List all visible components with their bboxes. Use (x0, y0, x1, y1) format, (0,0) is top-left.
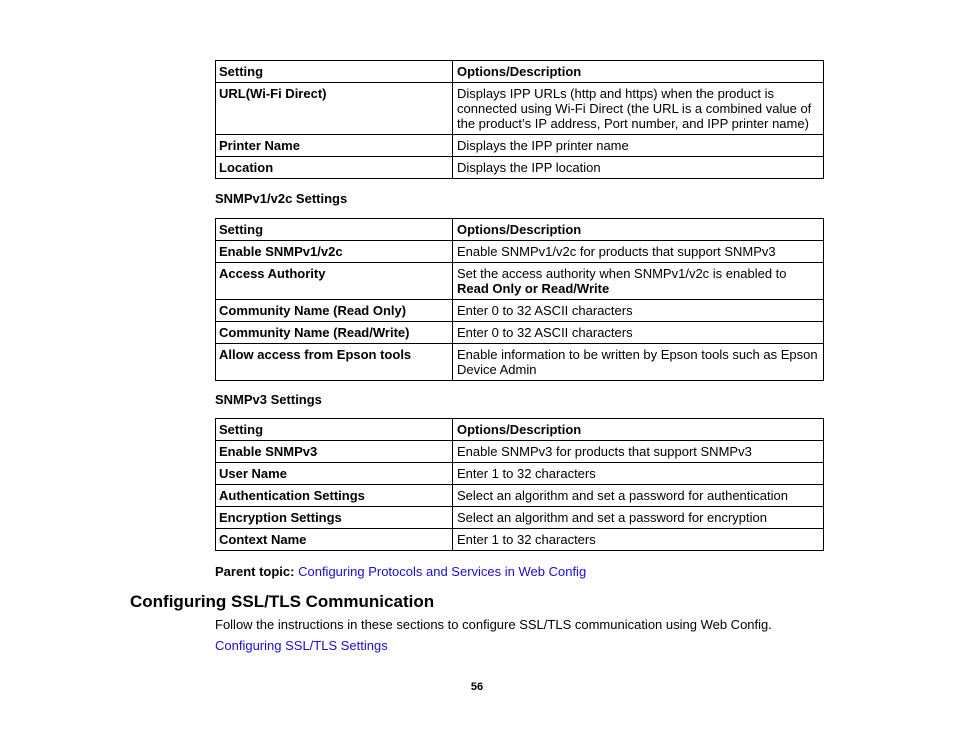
table-row (216, 83, 824, 135)
snmpv1-heading: SNMPv1/v2c Settings (215, 191, 348, 206)
table-header-row (216, 61, 824, 83)
parent-topic-label: Parent topic: (215, 564, 295, 579)
description-cell: Enter 1 to 32 characters (453, 463, 824, 485)
parent-topic-link[interactable]: Configuring Protocols and Services in Web Config (298, 564, 587, 579)
setting-cell: Enable SNMPv1/v2c (216, 241, 453, 263)
section-heading: Configuring SSL/TLS Communication (130, 592, 435, 611)
setting-cell: User Name (216, 463, 453, 485)
description-line: the product’s IP address, Port number, and IPP printer name) (457, 116, 809, 131)
header-options: Options/Description (453, 61, 824, 83)
description-cell (453, 263, 824, 300)
table-row (216, 300, 824, 322)
ipp-settings-table (215, 60, 824, 179)
table-row (216, 322, 824, 344)
section-intro: Follow the instructions in these sections to configure SSL/TLS communication using Web Config. (215, 617, 772, 632)
header-setting: Setting (216, 419, 453, 441)
header-setting: Setting (216, 61, 453, 83)
description-cell: Displays the IPP location (453, 157, 824, 179)
header-options: Options/Description (453, 219, 824, 241)
description-cell (453, 83, 824, 135)
ssl-tls-settings-link[interactable]: Configuring SSL/TLS Settings (215, 638, 388, 653)
description-cell: Enter 1 to 32 characters (453, 529, 824, 551)
page-number: 56 (470, 681, 484, 693)
setting-cell: Encryption Settings (216, 507, 453, 529)
setting-cell: URL(Wi-Fi Direct) (216, 83, 453, 135)
parent-topic (215, 564, 586, 579)
description-bold-line: Read Only or Read/Write (457, 281, 610, 296)
description-cell (453, 344, 824, 381)
description-cell: Enter 0 to 32 ASCII characters (453, 300, 824, 322)
table-row (216, 135, 824, 157)
snmpv3-heading: SNMPv3 Settings (215, 392, 322, 407)
description-cell: Displays the IPP printer name (453, 135, 824, 157)
table-header-row (216, 219, 824, 241)
setting-cell: Printer Name (216, 135, 453, 157)
snmpv1-settings-table (215, 218, 824, 381)
setting-cell: Enable SNMPv3 (216, 441, 453, 463)
setting-cell: Community Name (Read Only) (216, 300, 453, 322)
setting-cell: Authentication Settings (216, 485, 453, 507)
table-row (216, 507, 824, 529)
description-cell: Enter 0 to 32 ASCII characters (453, 322, 824, 344)
table-header-row (216, 419, 824, 441)
table-row (216, 441, 824, 463)
table-row (216, 241, 824, 263)
table-row (216, 485, 824, 507)
description-line: Displays IPP URLs (http and https) when the product is (457, 86, 774, 101)
header-options: Options/Description (453, 419, 824, 441)
table-row (216, 529, 824, 551)
description-line: Device Admin (457, 362, 537, 377)
table-row (216, 344, 824, 381)
description-line: connected using Wi-Fi Direct (the URL is a combined value of (457, 101, 812, 116)
setting-cell: Location (216, 157, 453, 179)
table-row (216, 463, 824, 485)
setting-cell: Allow access from Epson tools (216, 344, 453, 381)
setting-cell: Context Name (216, 529, 453, 551)
table-row (216, 263, 824, 300)
snmpv3-settings-table (215, 418, 824, 551)
setting-cell: Access Authority (216, 263, 453, 300)
table-row (216, 157, 824, 179)
description-line: Set the access authority when SNMPv1/v2c is enabled to (457, 266, 787, 281)
header-setting: Setting (216, 219, 453, 241)
description-cell: Enable SNMPv3 for products that support SNMPv3 (453, 441, 824, 463)
description-cell: Select an algorithm and set a password for encryption (453, 507, 824, 529)
setting-cell: Community Name (Read/Write) (216, 322, 453, 344)
description-cell: Select an algorithm and set a password for authentication (453, 485, 824, 507)
description-cell: Enable SNMPv1/v2c for products that support SNMPv3 (453, 241, 824, 263)
description-line: Enable information to be written by Epson tools such as Epson (457, 347, 818, 362)
